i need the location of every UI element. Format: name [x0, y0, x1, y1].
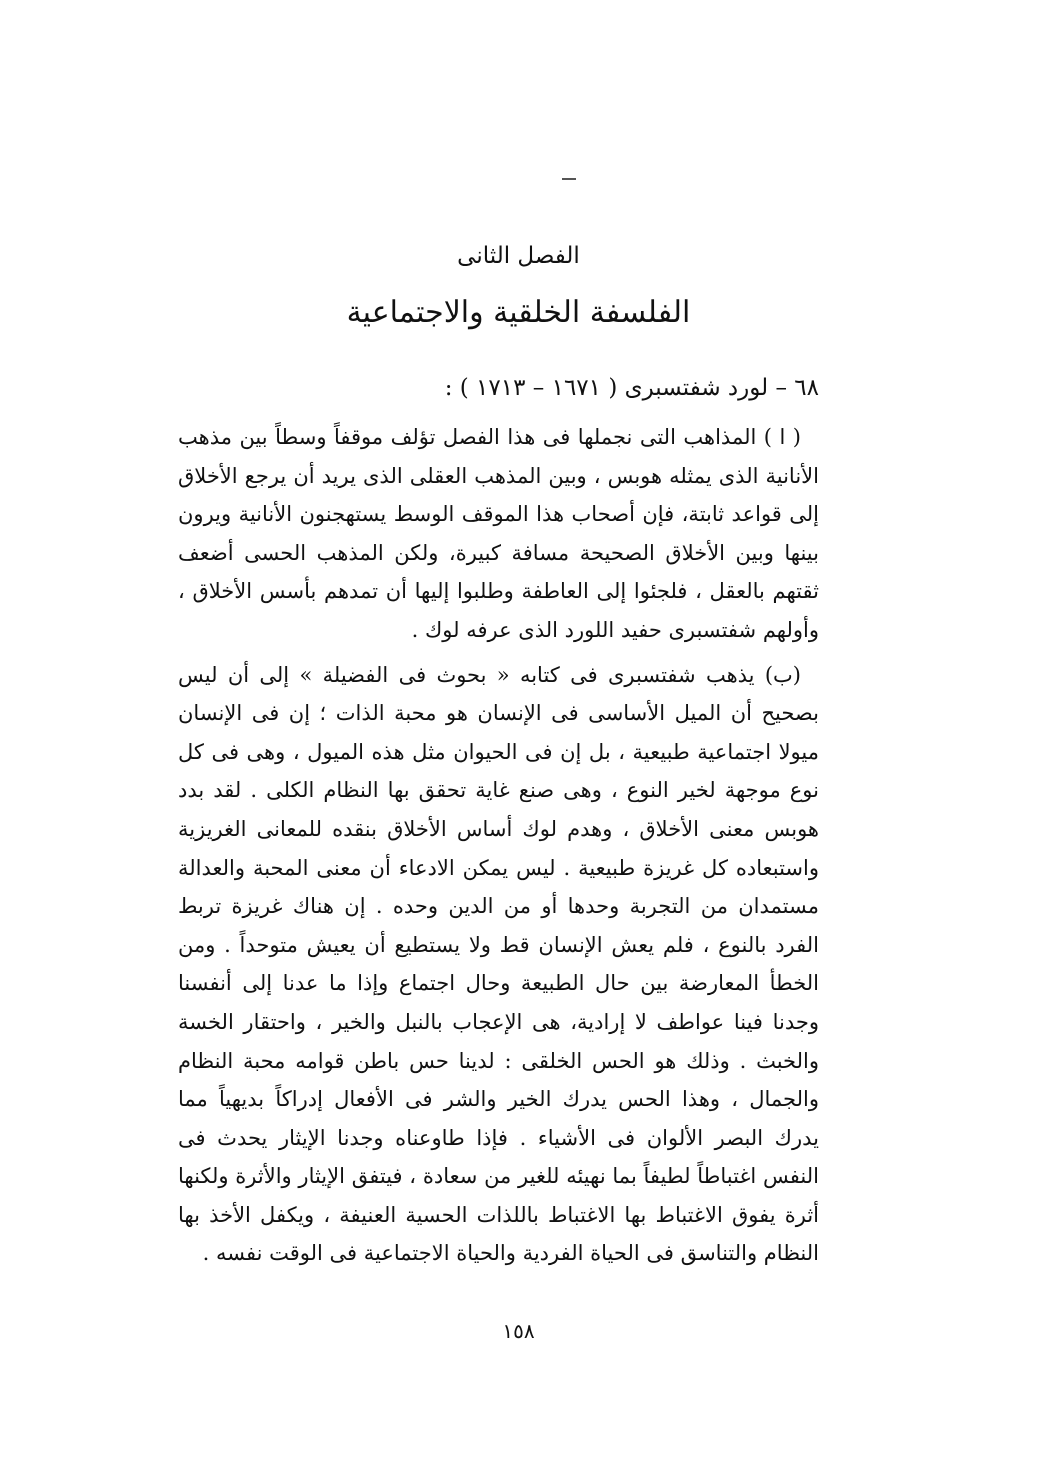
section-heading: ٦٨ – لورد شفتسبرى ( ١٦٧١ – ١٧١٣ ) :: [444, 375, 819, 401]
ink-speck: [562, 178, 576, 180]
paragraph-a: ( ا ) المذاهب التى نجملها فى هذا الفصل تؤلف موقفاً وسطاً بين مذهب الأنانية الذى يمثله هوبس ، وبين المذهب العقلى الذى يريد أن يرجع الأخلاق إلى قواعد ثابتة، فإن أصحاب هذا الموقف الوسط يستهجنون الأنانية ويرون بينها وبين الأخلاق الصحيحة مسافة كبيرة، ولكن المذهب الحسى أضعف ثقتهم بالعقل ، فلجئوا إلى العاطفة وطلبوا إليها أن تمدهم بأسس الأخلاق ، وأولهم شفتسبرى حفيد اللورد الذى عرفه لوك .: [178, 425, 819, 642]
chapter-title: الفلسفة الخلقية والاجتماعية: [346, 295, 691, 330]
paragraph-b: (ب) يذهب شفتسبرى فى كتابه « بحوث فى الفضيلة » إلى أن ليس بصحيح أن الميل الأساسى فى الإنسان هو محبة الذات ؛ إن فى الإنسان ميولا اجتماعية طبيعية ، بل إن فى الحيوان مثل هذه الميول ، وهى فى كل نوع موجهة لخير النوع ، وهى صنع غاية تحقق بها النظام الكلى . لقد بدد هوبس معنى الأخلاق ، وهدم لوك أساس الأخلاق بنقده للمعانى الغريزية واستبعاده كل غريزة طبيعية . ليس يمكن الادعاء أن معنى المحبة والعدالة مستمدان من التجربة وحدها أو من الدين وحده . إن هناك غريزة تربط الفرد بالنوع ، فلم يعش الإنسان قط ولا يستطيع أن يعيش متوحداً . ومن الخطأ المعارضة بين حال الطبيعة وحال اجتماع وإذا ما عدنا إلى أنفسنا وجدنا فينا عواطف لا إرادية، هى الإعجاب بالنبل والخير ، واحتقار الخسة والخبث . وذلك هو الحس الخلقى : لدينا حس باطن قوامه محبة النظام والجمال ، وهذا الحس يدرك الخير والشر فى الأفعال إدراكاً بديهياً مما يدرك البصر الألوان فى الأشياء . فإذا طاوعناه وجدنا الإيثار يحدث فى النفس اغتباطاً لطيفاً بما نهيئه للغير من سعادة ، فيتفق الإيثار والأثرة ولكنها أثرة يفوق الاغتباط بها الاغتباط باللذات الحسية العنيفة ، ويكفل الأخذ بها النظام والتناسق فى الحياة الفردية والحياة الاجتماعية فى الوقت نفسه .: [178, 662, 819, 1266]
chapter-label: الفصل الثانى: [457, 243, 580, 269]
page-number: ١٥٨: [502, 1319, 535, 1343]
body-text: [178, 418, 819, 1273]
